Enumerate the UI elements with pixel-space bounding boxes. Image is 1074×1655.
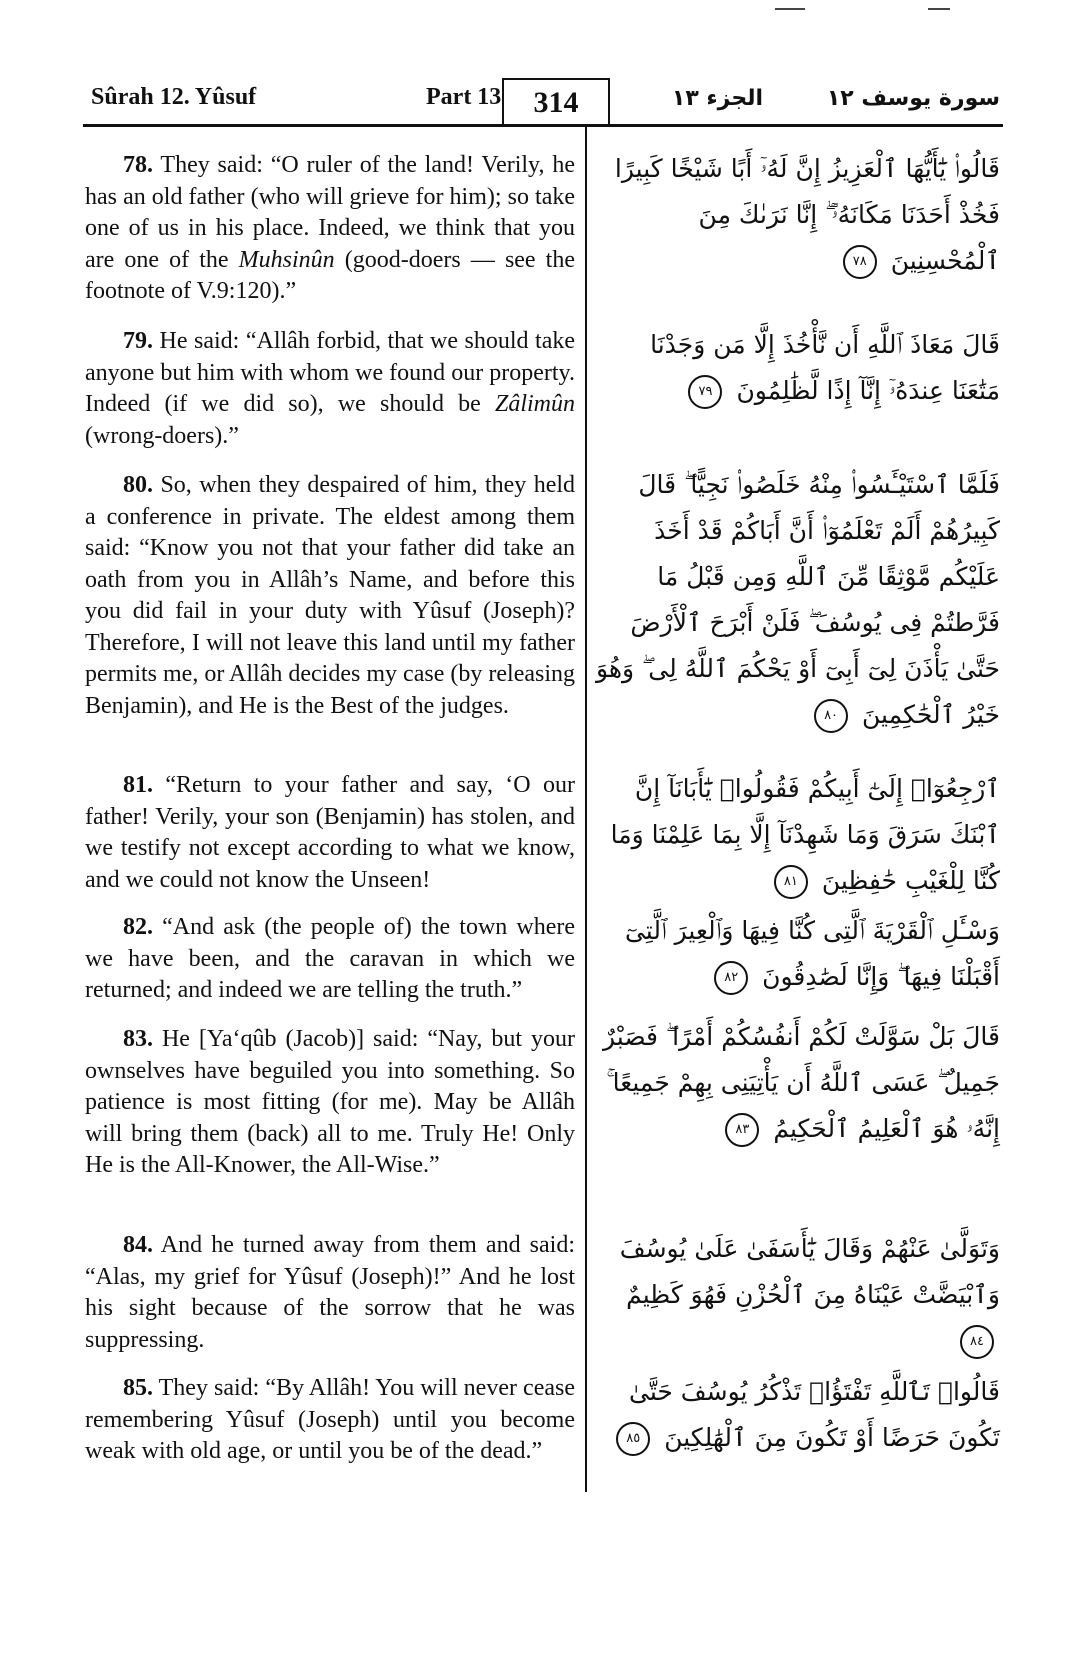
verse-text: And he turned away from them and said: “Alas, my grief for Yûsuf (Joseph)!” And he lost his sight because of the sorrow that he was suppressing. <box>85 1232 575 1353</box>
surah-title-arabic: سورة يوسف ١٢ <box>826 86 1000 111</box>
verse-number: 84. <box>123 1232 153 1258</box>
ayah-end-marker: ٨٠ <box>814 699 848 733</box>
verse-78-arabic <box>595 146 1000 284</box>
arabic-verse-text: قَالَ مَعَاذَ ٱللَّهِ أَن نَّأْخُذَ إِلَّا مَن وَجَدْنَا مَتَٰعَنَا عِندَهُۥٓ إِنَّآ إِذًا لَّظَٰلِمُونَ <box>650 330 1000 405</box>
verse-82-english <box>85 912 575 1007</box>
ayah-end-marker: ٧٨ <box>843 245 877 279</box>
verse-81-english <box>85 770 575 896</box>
verse-text: They said: “By Allâh! You will never cease remembering Yûsuf (Joseph) until you become weak with old age, or until you be of the dead.” <box>85 1375 575 1464</box>
verse-text: He said: “Allâh forbid, that we should take anyone but him with whom we found our property. Indeed (if we did so), we should be <box>85 328 576 417</box>
column-divider <box>585 127 587 1492</box>
verse-number: 80. <box>123 472 153 498</box>
part-label: Part 13 <box>426 84 502 110</box>
arabic-verse-text: قَالُوا۟ يَٰٓأَيُّهَا ٱلْعَزِيزُ إِنَّ لَهُۥٓ أَبًا شَيْخًا كَبِيرًا فَخُذْ أَحَدَنَا مَكَانَهُۥٓ ۖ إِنَّا نَرَىٰكَ مِنَ ٱلْمُحْسِنِينَ <box>614 154 1000 275</box>
verse-83-english <box>85 1024 575 1182</box>
arabic-verse-text: وَتَوَلَّىٰ عَنْهُمْ وَقَالَ يَٰٓأَسَفَىٰ عَلَىٰ يُوسُفَ وَٱبْيَضَّتْ عَيْنَاهُ مِنَ ٱلْحُزْنِ فَهُوَ كَظِيمٌ <box>619 1234 1000 1309</box>
verse-text: He [Ya‘qûb (Jacob)] said: “Nay, but your ownselves have beguiled you into something. So patience is most fitting (for me). May be Allâh will bring them (back) all to me. Truly He! Only He is the All-Knower, the All-Wise.” <box>85 1026 575 1178</box>
verse-81-arabic <box>595 766 1000 904</box>
verse-82-arabic <box>595 908 1000 1000</box>
verse-number: 79. <box>123 328 153 354</box>
verse-83-arabic <box>595 1014 1000 1152</box>
surah-title-english: Sûrah 12. Yûsuf <box>91 84 257 110</box>
page-number: 314 <box>502 78 610 124</box>
verse-text: They said: “O ruler of the land! Verily, he has an old father (who will grieve for him); so take one of us in his place. Indeed, we think that you are one of the <box>85 152 575 273</box>
verse-text-continued: (wrong-doers).” <box>85 422 239 449</box>
verse-number: 81. <box>123 772 153 798</box>
verse-79-english <box>85 326 575 452</box>
verse-italic-term: Zâlimûn <box>494 391 575 417</box>
scan-edge-marks <box>0 0 1074 20</box>
ayah-end-marker: ٨١ <box>774 865 808 899</box>
verse-80-arabic <box>595 462 1000 738</box>
arabic-verse-text: وَسْـَٔلِ ٱلْقَرْيَةَ ٱلَّتِى كُنَّا فِيهَا وَٱلْعِيرَ ٱلَّتِىٓ أَقْبَلْنَا فِيهَا ۖ وَإِنَّا لَصَٰدِقُونَ <box>624 916 1000 991</box>
arabic-verse-text: فَلَمَّا ٱسْتَيْـَٔسُوا۟ مِنْهُ خَلَصُوا۟ نَجِيًّا ۖ قَالَ كَبِيرُهُمْ أَلَمْ تَعْلَمُوٓا۟ أَنَّ أَبَاكُمْ قَدْ أَخَذَ عَلَيْكُم مَّوْثِقًا مِّنَ ٱللَّهِ وَمِن قَبْلُ مَا فَرَّطتُمْ فِى يُوسُفَ ۖ فَلَنْ أَبْرَحَ ٱلْأَرْضَ حَتَّىٰ يَأْذَنَ لِىٓ أَبِىٓ أَوْ يَحْكُمَ ٱللَّهُ لِى ۖ وَهُوَ خَيْرُ ٱلْحَٰكِمِينَ <box>595 470 1000 729</box>
page-header <box>83 78 1000 126</box>
verse-text: “Return to your father and say, ‘O our father! Verily, your son (Benjamin) has stolen, and we testify not except according to what we know, and we could not know the Unseen! <box>85 772 575 893</box>
verse-78-english <box>85 150 575 308</box>
arabic-verse-text: ٱرْجِعُوٓا۟ إِلَىٰٓ أَبِيكُمْ فَقُولُوا۟ يَٰٓأَبَانَآ إِنَّ ٱبْنَكَ سَرَقَ وَمَا شَهِدْنَآ إِلَّا بِمَا عَلِمْنَا وَمَا كُنَّا لِلْغَيْبِ حَٰفِظِينَ <box>610 774 1000 895</box>
arabic-verse-text: قَالُوا۟ تَٱللَّهِ تَفْتَؤُا۟ تَذْكُرُ يُوسُفَ حَتَّىٰ تَكُونَ حَرَضًا أَوْ تَكُونَ مِنَ ٱلْهَٰلِكِينَ <box>628 1377 1000 1452</box>
arabic-verse-text: قَالَ بَلْ سَوَّلَتْ لَكُمْ أَنفُسُكُمْ أَمْرًا ۖ فَصَبْرٌ جَمِيلٌ ۖ عَسَى ٱللَّهُ أَن يَأْتِيَنِى بِهِمْ جَمِيعًا ۚ إِنَّهُۥ هُوَ ٱلْعَلِيمُ ٱلْحَكِيمُ <box>603 1022 1000 1143</box>
ayah-end-marker: ٨٢ <box>714 961 748 995</box>
verse-85-english <box>85 1373 575 1468</box>
verse-italic-term: Muhsinûn <box>238 246 335 273</box>
verse-number: 83. <box>123 1026 153 1052</box>
verse-number: 78. <box>123 152 153 178</box>
ayah-end-marker: ٨٣ <box>725 1113 759 1147</box>
verse-text: So, when they despaired of him, they held a conference in private. The eldest among them said: “Know you not that your father did take an oath from you in Allâh’s Name, and before this you did fail in your duty with Yûsuf (Joseph)? Therefore, I will not leave this land until my father permits me, or Allâh decides my case (by releasing Benjamin), and He is the Best of the judges. <box>85 472 576 719</box>
juz-label-arabic: الجزء ١٣ <box>671 86 763 111</box>
ayah-end-marker: ٨٤ <box>960 1325 994 1359</box>
verse-text: “And ask (the people of) the town where we have been, and the caravan in which we returned; and indeed we are telling the truth.” <box>85 914 576 1003</box>
header-rule <box>83 124 1003 127</box>
verse-80-english <box>85 470 575 722</box>
verse-79-arabic <box>595 322 1000 414</box>
verse-84-english <box>85 1230 575 1356</box>
ayah-end-marker: ٧٩ <box>688 375 722 409</box>
verse-number: 82. <box>123 914 153 940</box>
verse-85-arabic <box>595 1369 1000 1461</box>
ayah-end-marker: ٨٥ <box>616 1422 650 1456</box>
verse-number: 85. <box>123 1375 153 1401</box>
verse-84-arabic <box>595 1226 1000 1364</box>
verse-text-continued: (good-doers — see the footnote of V.9:120).” <box>85 246 576 304</box>
